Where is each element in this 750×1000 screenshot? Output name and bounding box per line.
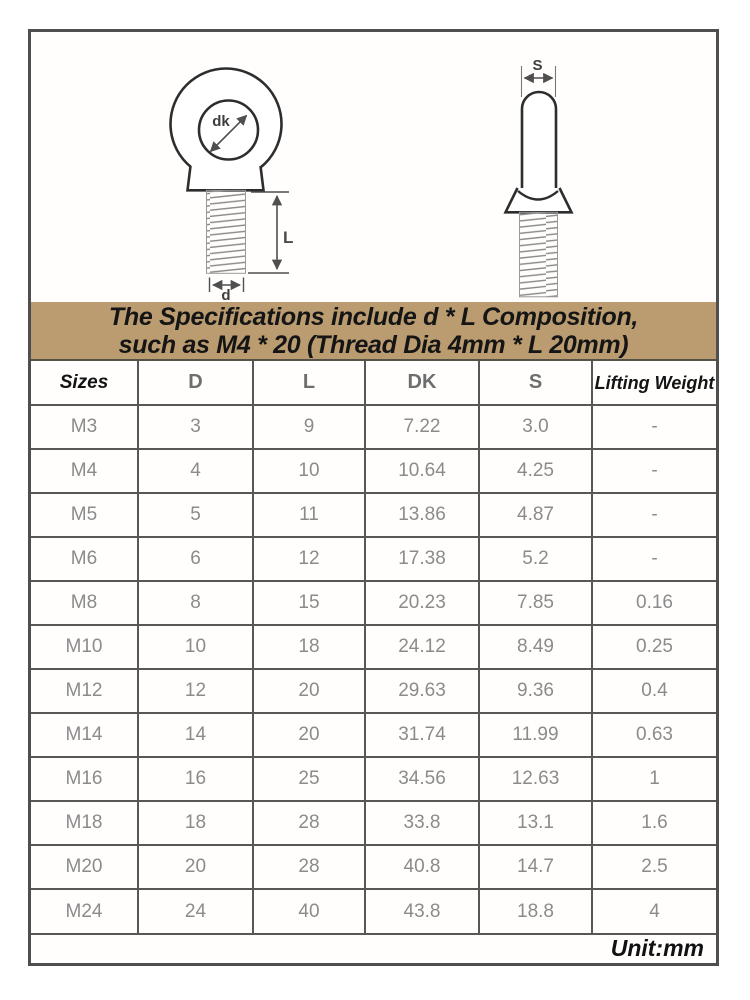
table-row — [31, 757, 716, 801]
value-cell: 10 — [253, 449, 365, 493]
table-row — [31, 845, 716, 889]
table-row — [31, 581, 716, 625]
value-cell: 20 — [253, 713, 365, 757]
value-cell: 0.63 — [592, 713, 716, 757]
value-cell: 40.8 — [365, 845, 479, 889]
d-dimension-label: d — [221, 287, 231, 302]
spec-table-body — [31, 405, 716, 933]
size-cell: M5 — [31, 493, 138, 537]
value-cell: 9.36 — [479, 669, 592, 713]
table-row — [31, 537, 716, 581]
value-cell: 4.25 — [479, 449, 592, 493]
value-cell: 12.63 — [479, 757, 592, 801]
value-cell: 10.64 — [365, 449, 479, 493]
size-cell: M6 — [31, 537, 138, 581]
size-cell: M14 — [31, 713, 138, 757]
outer-frame — [28, 29, 719, 966]
dk-dimension-label: dk — [212, 113, 230, 130]
value-cell: 18 — [138, 801, 253, 845]
value-cell: 24.12 — [365, 625, 479, 669]
value-cell: - — [592, 405, 716, 449]
size-cell: M4 — [31, 449, 138, 493]
eyebolt-front-view-drawing — [171, 69, 294, 303]
table-row — [31, 405, 716, 449]
value-cell: 4 — [649, 900, 660, 922]
eyebolt-side-view-drawing — [506, 57, 572, 297]
eyebolt-drawings — [31, 32, 716, 302]
header-lifting-weight: Lifting Weight — [592, 361, 716, 405]
header-sizes: Sizes — [31, 361, 138, 405]
value-cell: 33.8 — [365, 801, 479, 845]
table-row — [31, 801, 716, 845]
banner-line-1: The Specifications include d * L Composition, — [108, 303, 639, 331]
eye-ring-inner — [199, 101, 258, 160]
value-cell: 2.5 — [592, 845, 716, 889]
value-cell: 0.16 — [592, 581, 716, 625]
header-l: L — [253, 361, 365, 405]
value-cell: 20 — [138, 845, 253, 889]
value-cell: - — [592, 449, 716, 493]
value-cell: 11.99 — [479, 713, 592, 757]
table-header-row — [31, 361, 716, 405]
size-cell: M24 — [31, 889, 138, 933]
banner-line-2: such as M4 * 20 (Thread Dia 4mm * L 20mm) — [118, 331, 629, 359]
value-cell: 8.49 — [479, 625, 592, 669]
value-cell: 4 — [138, 449, 253, 493]
table-row — [31, 625, 716, 669]
header-dk: DK — [365, 361, 479, 405]
size-cell: M3 — [31, 405, 138, 449]
value-cell: 20.23 — [365, 581, 479, 625]
size-cell: M18 — [31, 801, 138, 845]
eye-side-profile — [522, 92, 556, 194]
value-cell: 10 — [138, 625, 253, 669]
value-cell: 15 — [253, 581, 365, 625]
table-row — [31, 713, 716, 757]
table-row — [31, 669, 716, 713]
spec-banner — [31, 302, 716, 361]
value-cell: 9 — [253, 405, 365, 449]
value-cell: 13.86 — [365, 493, 479, 537]
value-cell: 16 — [138, 757, 253, 801]
value-cell: 18.8 — [479, 889, 592, 933]
value-cell: 43.8 — [365, 889, 479, 933]
value-cell: 14.7 — [479, 845, 592, 889]
eye-base — [188, 166, 264, 190]
value-cell: 14 — [138, 713, 253, 757]
threaded-shank-side — [520, 212, 558, 296]
header-d: D — [138, 361, 253, 405]
S-dimension-label: S — [532, 57, 543, 74]
value-cell: 0.25 — [592, 625, 716, 669]
value-cell: 8 — [138, 581, 253, 625]
value-cell: 3 — [138, 405, 253, 449]
header-s: S — [479, 361, 592, 405]
value-cell: 34.56 — [365, 757, 479, 801]
value-cell: 17.38 — [365, 537, 479, 581]
value-cell: 7.85 — [479, 581, 592, 625]
size-cell: M10 — [31, 625, 138, 669]
value-cell: 28 — [253, 801, 365, 845]
value-cell: 40 — [253, 889, 365, 933]
size-cell: M20 — [31, 845, 138, 889]
value-cell: 12 — [253, 537, 365, 581]
value-cell: 25 — [253, 757, 365, 801]
value-cell: 6 — [138, 537, 253, 581]
value-cell: 0.4 — [592, 669, 716, 713]
size-cell: M16 — [31, 757, 138, 801]
value-cell: 29.63 — [365, 669, 479, 713]
threaded-shank-front — [207, 190, 246, 273]
value-cell: 5 — [138, 493, 253, 537]
value-cell: 11 — [253, 493, 365, 537]
value-cell: - — [592, 493, 716, 537]
value-cell: - — [592, 537, 716, 581]
value-cell: 31.74 — [365, 713, 479, 757]
value-cell: 5.2 — [479, 537, 592, 581]
value-cell: 12 — [138, 669, 253, 713]
table-row — [31, 493, 716, 537]
size-cell: M8 — [31, 581, 138, 625]
table-row — [31, 889, 716, 933]
value-cell: 1 — [592, 757, 716, 801]
value-cell: 3.0 — [479, 405, 592, 449]
value-cell: 13.1 — [479, 801, 592, 845]
unit-row — [31, 933, 716, 963]
value-cell: 20 — [253, 669, 365, 713]
value-cell: 7.22 — [365, 405, 479, 449]
value-cell: 28 — [253, 845, 365, 889]
value-cell: 1.6 — [592, 801, 716, 845]
L-dimension-label: L — [283, 228, 294, 247]
value-cell: 18 — [253, 625, 365, 669]
unit-label: Unit:mm — [610, 935, 704, 961]
value-cell: 4.87 — [479, 493, 592, 537]
spec-table — [31, 361, 716, 933]
table-row — [31, 449, 716, 493]
size-cell: M12 — [31, 669, 138, 713]
value-cell: 24 — [138, 889, 253, 933]
